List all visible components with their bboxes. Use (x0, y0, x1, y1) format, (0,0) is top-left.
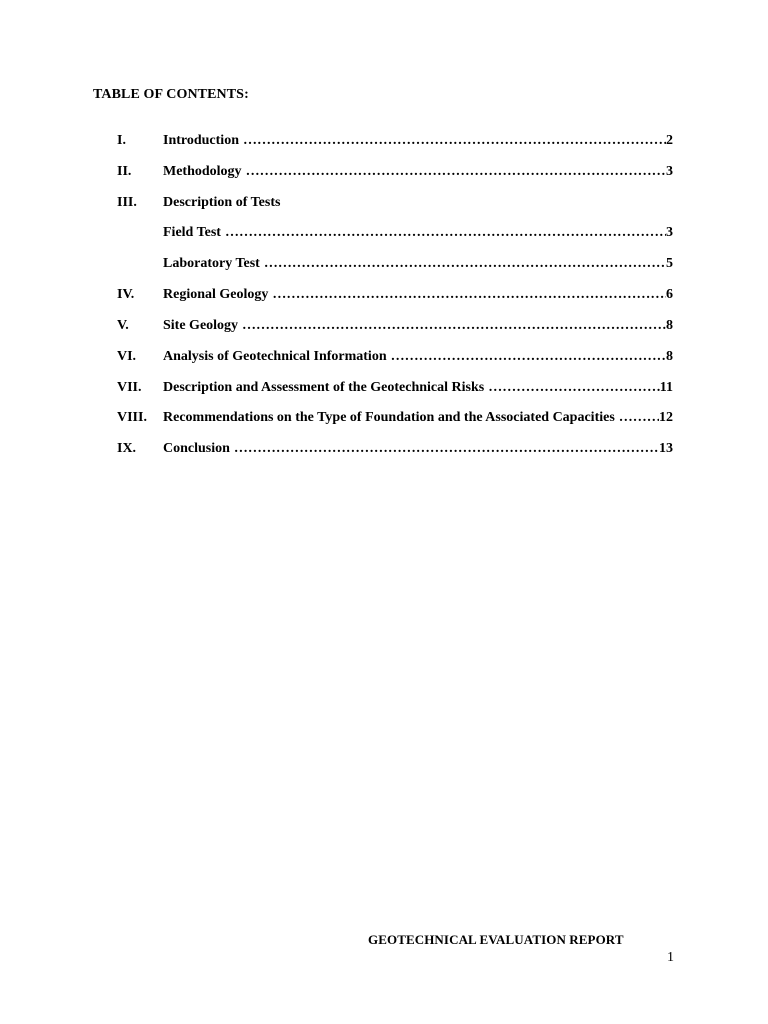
toc-leader-dots (268, 286, 666, 304)
toc-number: VI. (117, 349, 137, 364)
toc-page-number: 6 (666, 287, 673, 302)
toc-leader-dots (238, 317, 666, 335)
toc-number: III. (117, 195, 137, 210)
toc-title: Introduction (163, 133, 239, 148)
toc-row[interactable] (117, 194, 673, 212)
toc-row[interactable] (117, 379, 673, 397)
toc-page-number: 13 (659, 441, 673, 456)
toc-page-number: 12 (659, 410, 673, 425)
toc-entry (163, 379, 673, 397)
toc-number: VII. (117, 380, 142, 395)
toc-page-number: 5 (666, 256, 673, 271)
toc-entry (163, 317, 673, 335)
toc-row[interactable] (117, 132, 673, 150)
toc-entry (163, 224, 673, 242)
toc-heading: TABLE OF CONTENTS: (93, 87, 249, 102)
toc-entry (163, 286, 673, 304)
toc-leader-dots (221, 224, 666, 242)
toc-row[interactable] (117, 348, 673, 366)
toc-title: Recommendations on the Type of Foundation and the Associated Capacities (163, 410, 615, 425)
toc-entry (163, 440, 673, 458)
toc-page-number: 3 (666, 164, 673, 179)
toc-entry (163, 194, 673, 212)
toc-leader-dots (615, 409, 659, 427)
toc-leader-dots (242, 163, 666, 181)
toc-row[interactable] (117, 163, 673, 181)
toc-leader-dots (260, 255, 666, 273)
toc-entry (163, 348, 673, 366)
footer-report-title: GEOTECHNICAL EVALUATION REPORT (368, 932, 624, 947)
toc-page-number: 2 (666, 133, 673, 148)
toc-leader-dots (484, 379, 660, 397)
toc-page-number: 11 (659, 380, 673, 395)
toc-row[interactable] (117, 317, 673, 335)
toc-title: Conclusion (163, 441, 230, 456)
toc-page-number: 8 (666, 349, 673, 364)
toc-entry (163, 163, 673, 181)
toc-row[interactable] (117, 409, 673, 427)
toc-subrow[interactable] (117, 255, 673, 273)
toc-leader-dots (239, 132, 666, 150)
toc-title: Laboratory Test (163, 256, 260, 271)
toc-number: IX. (117, 441, 137, 456)
toc-title: Description and Assessment of the Geotechnical Risks (163, 380, 485, 395)
page-number: 1 (667, 950, 674, 965)
toc-row[interactable] (117, 286, 673, 304)
toc-leader-dots (230, 440, 659, 458)
toc-number: IV. (117, 287, 135, 302)
toc-page-number: 3 (666, 225, 673, 240)
toc-entry (163, 409, 673, 427)
toc-title: Description of Tests (163, 195, 281, 210)
toc-number: VIII. (117, 410, 147, 425)
toc-title: Field Test (163, 225, 221, 240)
toc-page-number: 8 (666, 318, 673, 333)
toc-number: V. (117, 318, 129, 333)
toc-title: Analysis of Geotechnical Information (163, 349, 387, 364)
toc-number: I. (117, 133, 126, 148)
toc-title: Site Geology (163, 318, 239, 333)
toc-leader-dots (387, 348, 666, 366)
toc-row[interactable] (117, 440, 673, 458)
toc-title: Regional Geology (163, 287, 269, 302)
toc-entry (163, 132, 673, 150)
toc-title: Methodology (163, 164, 242, 179)
toc-subrow[interactable] (117, 224, 673, 242)
toc-number: II. (117, 164, 132, 179)
toc-entry (163, 255, 673, 273)
